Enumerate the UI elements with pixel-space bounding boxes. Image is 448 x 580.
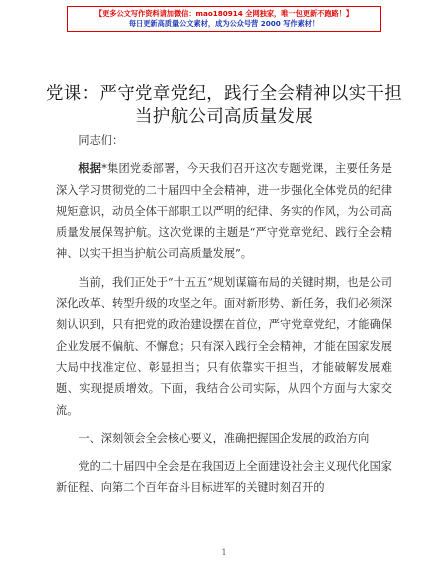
paragraph-section-1: 党的二十届四中全会是在我国迈上全面建设社会主义现代化国家新征程、向第二个百年奋斗目标进军的关键时刻召开的 <box>56 460 392 495</box>
document-title <box>0 83 448 129</box>
paragraph-context: 当前，我们正处于“十五五”规划谋篇布局的关键时期，也是公司深化改革、转型升级的攻坚之年。面对新形势、新任务，我们必须深刻认识到，只有把党的政治建设摆在首位，严守党章党纪，才能确保企业发展不偏航、不懈怠；只有深入践行全会精神，才能在国家发展大局中找准定位、彰显担当；只有依靠实干担当，才能破解发展难题、实现提质增效。下面，我结合公司实际，从四个方面与大家交流。 <box>56 275 392 417</box>
promo-banner <box>67 6 381 32</box>
greeting: 同志们： <box>78 134 124 147</box>
document-title-line1: 党课：严守党章党纪，践行全会精神以实干担 <box>46 84 402 104</box>
document-title-line2: 当护航公司高质量发展 <box>135 107 313 127</box>
paragraph-intro-text: *集团党委部署，今天我们召开这次专题党课，主要任务是深入学习贯彻党的二十届四中全会精神，进一步强化全体党员的纪律规矩意识，动员全体干部职工以严明的纪律、务实的作风，为公司高质量发展保驾护航。这次党课的主题是“严守党章党纪、践行全会精神、以实干担当护航公司高质量发展”。 <box>56 162 392 261</box>
document-body <box>56 130 392 499</box>
paragraph-intro-lead: 根据 <box>78 161 102 176</box>
page-number: 1 <box>221 548 227 557</box>
promo-banner-line2: 每日更新高质量公文素材，成为公众号营 2000 写作素材！ <box>128 19 320 28</box>
paragraph-intro <box>56 158 392 264</box>
section-heading-1: 一、深刻领会全会核心要义，准确把握国企发展的政治方向 <box>78 431 370 445</box>
promo-banner-line1: 【更多公文写作资料请加微信：mao180914 全网独家，唯一包更新不跑路！】 <box>94 9 354 18</box>
